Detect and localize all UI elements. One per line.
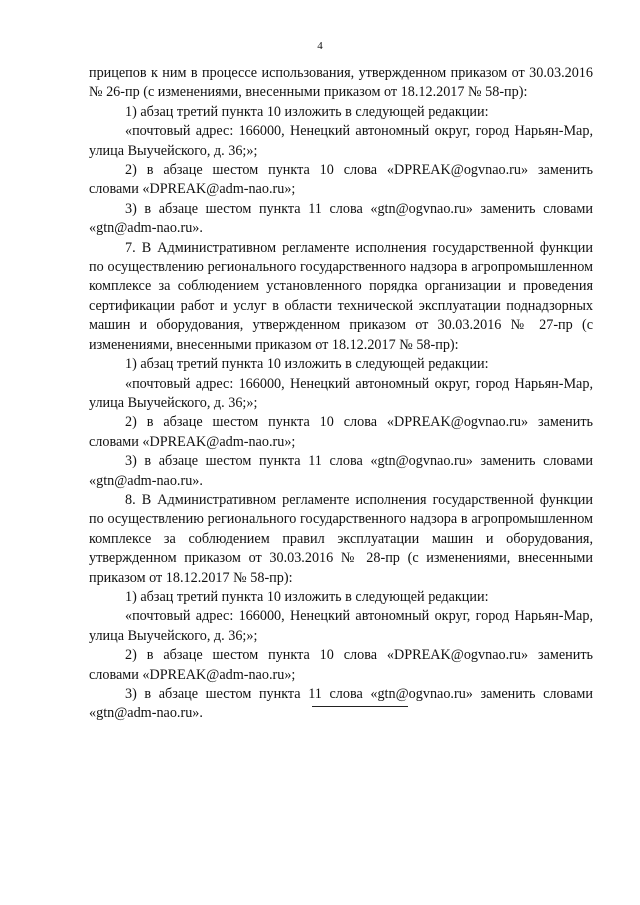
document-body (89, 64, 593, 724)
paragraph: «почтовый адрес: 166000, Ненецкий автономный округ, город Нарьян-Мар, улица Выучейского, д. 36;»; (89, 123, 593, 159)
paragraph: «почтовый адрес: 166000, Ненецкий автономный округ, город Нарьян-Мар, улица Выучейского, д. 36;»; (89, 375, 593, 411)
paragraph: 1) абзац третий пункта 10 изложить в следующей редакции: (125, 588, 489, 605)
paragraph: прицепов к ним в процессе использования, утвержденном приказом от 30.03.2016 № 26-пр (с изменениями, внесенными приказом от 18.12.2017 № 58-пр): (89, 65, 593, 101)
paragraph: 3) в абзаце шестом пункта 11 слова «gtn@ogvnao.ru» заменить словами «gtn@adm-nao.ru». (89, 686, 593, 722)
paragraph: 1) абзац третий пункта 10 изложить в следующей редакции: (125, 103, 489, 120)
section-paragraph: 8. В Административном регламенте исполнения государственной функции по осуществлению регионального государственного надзора в агропромышленном комплексе за соблюдением правил эксплуатации машин и оборудования, утвержденном приказом от 30.03.2016 № 28-пр (с изменениями, внесенными приказом от 18.12.2017 № 58-пр): (89, 491, 593, 586)
paragraph: 2) в абзаце шестом пункта 10 слова «DPREAK@ogvnao.ru» заменить словами «DPREAK@adm-nao.ru»; (89, 647, 593, 683)
section-paragraph: 7. В Административном регламенте исполнения государственной функции по осуществлению регионального государственного надзора в агропромышленном комплексе за соблюдением установленного порядка организации и проведения сертификации работ и услуг в области технической эксплуатации поднадзорных машин и оборудования, утвержденном приказом от 30.03.2016 № 27-пр (с изменениями, внесенными приказом от 18.12.2017 № 58-пр): (89, 239, 593, 353)
paragraph: 2) в абзаце шестом пункта 10 слова «DPREAK@ogvnao.ru» заменить словами «DPREAK@adm-nao.ru»; (89, 414, 593, 450)
paragraph: 1) абзац третий пункта 10 изложить в следующей редакции: (125, 356, 489, 373)
paragraph: «почтовый адрес: 166000, Ненецкий автономный округ, город Нарьян-Мар, улица Выучейского, д. 36;»; (89, 608, 593, 644)
closing-rule (312, 706, 408, 707)
paragraph: 3) в абзаце шестом пункта 11 слова «gtn@ogvnao.ru» заменить словами «gtn@adm-nao.ru». (89, 453, 593, 489)
paragraph: 3) в абзаце шестом пункта 11 слова «gtn@ogvnao.ru» заменить словами «gtn@adm-nao.ru». (89, 200, 593, 237)
paragraph: 2) в абзаце шестом пункта 10 слова «DPREAK@ogvnao.ru» заменить словами «DPREAK@adm-nao.ru»; (89, 162, 593, 198)
page-number: 4 (317, 40, 323, 52)
